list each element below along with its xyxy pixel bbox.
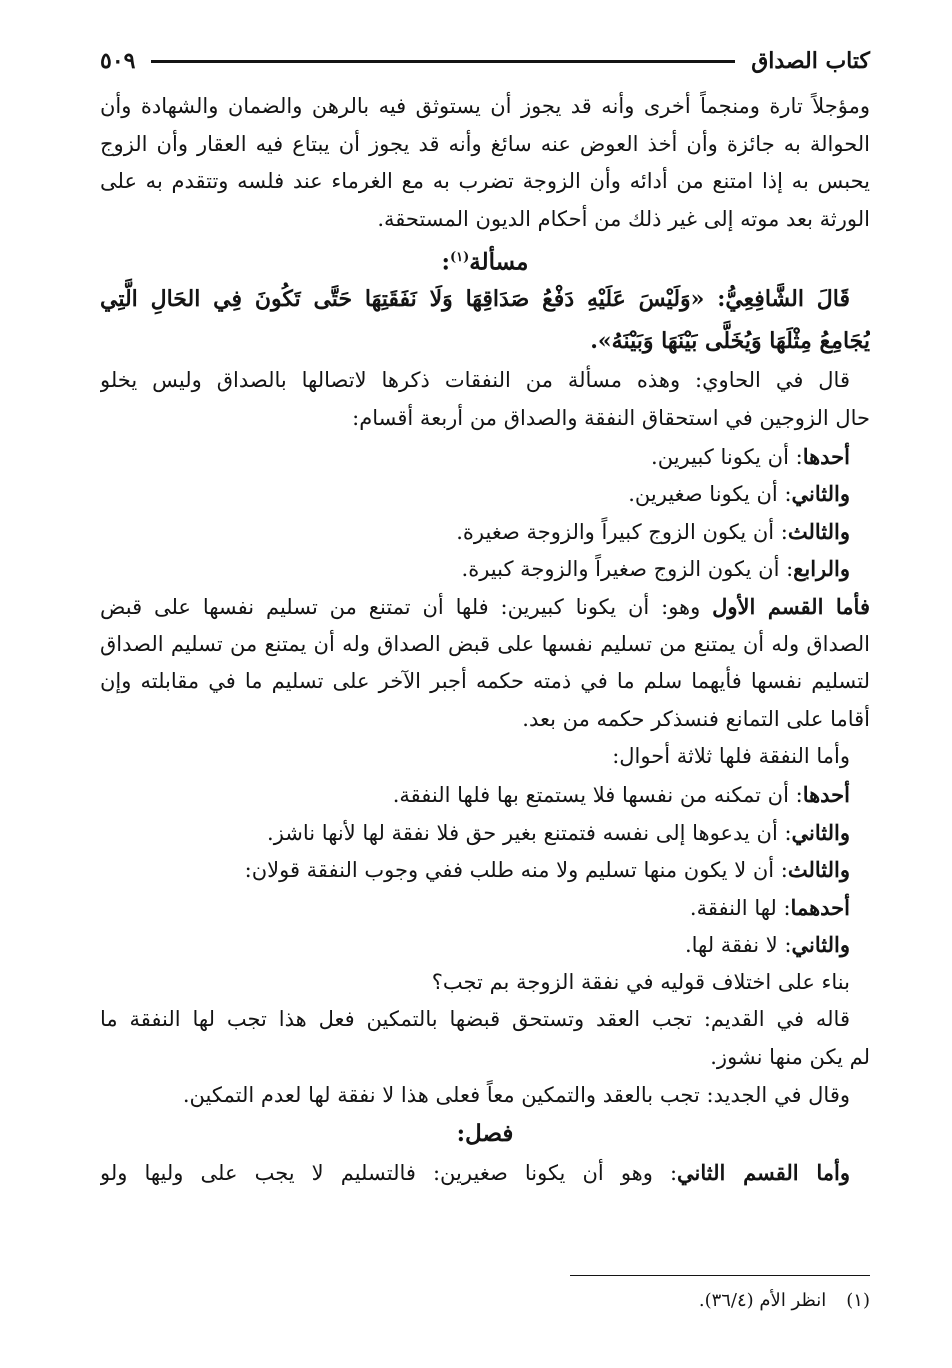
text-line bbox=[100, 588, 870, 626]
item-label: أحدها bbox=[802, 781, 850, 807]
item-label: أحدهما bbox=[790, 894, 850, 920]
item-label: والثاني bbox=[791, 932, 850, 958]
list-item bbox=[100, 550, 870, 588]
second-section-line bbox=[100, 1154, 870, 1192]
quote-line: يُجَامِعُ مِثْلَهَا وَيُخَلَّى بَيْنَهَا وَبَيْنَهُ». bbox=[590, 328, 870, 355]
item-text: : أن يكون الزوج كبيراً والزوجة صغيرة. bbox=[456, 519, 788, 544]
list-item bbox=[100, 926, 870, 964]
text-line: حال الزوجين في استحقاق النفقة والصداق من أربعة أقسام: bbox=[352, 405, 870, 430]
header-rule bbox=[151, 60, 735, 63]
item-label: والثالث bbox=[787, 518, 850, 544]
text-line: قاله في القديم: تجب العقد وتستحق قبضها بالتمكين فعل هذا تجب لها النفقة ما bbox=[100, 1007, 850, 1032]
item-label: والثالث bbox=[787, 857, 850, 883]
footnote bbox=[699, 1290, 870, 1311]
item-text: : أن يكون الزوج صغيراً والزوجة كبيرة. bbox=[461, 557, 794, 582]
item-text: : أن يكونا كبيرين. bbox=[651, 444, 803, 469]
item-text: : أن يدعوها إلى نفسه فتمتنع بغير حق فلا نفقة لها لأنها ناشز. bbox=[267, 820, 792, 845]
masala-heading bbox=[100, 238, 870, 278]
states-list bbox=[100, 776, 870, 889]
list-item bbox=[100, 513, 870, 551]
text-line: أقاما على التمانع فنسذكر حكمه من بعد. bbox=[522, 706, 870, 731]
new-view-line: وقال في الجديد: تجب بالعقد والتمكين معاً فعلى هذا لا نفقة لها لعدم التمكين. bbox=[182, 1082, 850, 1107]
item-label: أحدها bbox=[802, 443, 850, 469]
item-text: : لها النفقة. bbox=[689, 895, 791, 920]
chapter-title: كتاب الصداق bbox=[751, 48, 870, 74]
footnote-ref[interactable]: (١) bbox=[450, 250, 470, 266]
text-line: الحوالة به جائزة وأن أخذ العوض عنه سائغ وأنه قد يجوز أن يبتاع فيه العقار وأن الزوج bbox=[100, 131, 870, 156]
fasl-heading: فصل: bbox=[456, 1120, 514, 1148]
masala-title: مسألة bbox=[469, 249, 529, 277]
footnote-number: (١) bbox=[846, 1290, 870, 1311]
footnote-text: انظر الأم (٣٦/٤). bbox=[698, 1290, 827, 1311]
list-item bbox=[100, 475, 870, 513]
hawi-paragraph bbox=[100, 362, 870, 437]
masala-colon: : bbox=[441, 249, 450, 277]
text-line: لم يكن منها نشوز. bbox=[710, 1045, 870, 1070]
item-text: : أن لا يكون منها تسليم ولا منه طلب ففي وجوب النفقة قولان: bbox=[244, 858, 788, 883]
old-view-paragraph bbox=[100, 1001, 870, 1076]
section-text: : وهو أن يكونا صغيرين: فالتسليم لا يجب على وليها ولو bbox=[100, 1161, 678, 1186]
cases-list bbox=[100, 438, 870, 588]
list-item bbox=[100, 814, 870, 852]
list-item bbox=[100, 776, 870, 814]
text-line: قال في الحاوي: وهذه مسألة من النفقات ذكرها لاتصالها بالصداق وليس يخلو bbox=[100, 368, 850, 393]
first-section-paragraph bbox=[100, 588, 870, 738]
section-label: وأما القسم الثاني bbox=[677, 1160, 850, 1186]
intro-paragraph bbox=[100, 88, 870, 238]
section-text: وهو: أن يكونا كبيرين: فلها أن تمتنع من تسليم نفسها على قبض bbox=[100, 594, 713, 619]
shafii-quote bbox=[100, 278, 870, 362]
text-line: لتسليم نفسها فأيهما سلم ما في ذمته حكمه أجبر الآخر على تسليم ما في مقابلته وإن bbox=[100, 669, 870, 694]
text-line: يحبس به إذا امتنع من أدائه وأن الزوجة تضرب به مع الغرماء عند فلسه وتتقدم به على bbox=[100, 169, 870, 194]
section-label: فأما القسم الأول bbox=[712, 593, 870, 619]
footnote-rule bbox=[570, 1275, 870, 1276]
quote-line: قَالَ الشَّافِعِيُّ: «وَلَيْسَ عَلَيْهِ دَفْعُ صَدَاقِهَا وَلَا نَفَقَتِهَا حَتَّى تَكُونَ فِي الحَالِ الَّتِي bbox=[100, 286, 850, 313]
item-label: والرابع bbox=[793, 556, 850, 582]
list-item bbox=[100, 851, 870, 889]
item-label: والثاني bbox=[791, 819, 850, 845]
list-item bbox=[100, 438, 870, 476]
nafaqa-intro: وأما النفقة فلها ثلاثة أحوال: bbox=[612, 744, 850, 769]
list-item bbox=[100, 889, 870, 927]
opinions-list bbox=[100, 889, 870, 964]
basis-line: بناء على اختلاف قوليه في نفقة الزوجة بم تجب؟ bbox=[431, 969, 850, 994]
running-header bbox=[100, 44, 870, 78]
text-line: ومؤجلاً تارة ومنجماً أخرى وأنه قد يجوز أن يستوثق فيه بالرهن والضمان والشهادة وأن bbox=[100, 94, 870, 118]
text-line: الصداق وله أن يمتنع من تسليم نفسها على قبض الصداق وله أن يمتنع من تسليم الصداق bbox=[100, 631, 870, 656]
item-text: : أن يكونا صغيرين. bbox=[628, 482, 792, 507]
text-line: الورثة بعد موته إلى غير ذلك من أحكام الديون المستحقة. bbox=[377, 206, 870, 231]
item-text: : لا نفقة لها. bbox=[684, 933, 792, 958]
page-number: ٥٠٩ bbox=[100, 48, 136, 74]
item-label: والثاني bbox=[791, 481, 850, 507]
item-text: : أن تمكنه من نفسها فلا يستمتع بها فلها النفقة. bbox=[392, 782, 803, 807]
